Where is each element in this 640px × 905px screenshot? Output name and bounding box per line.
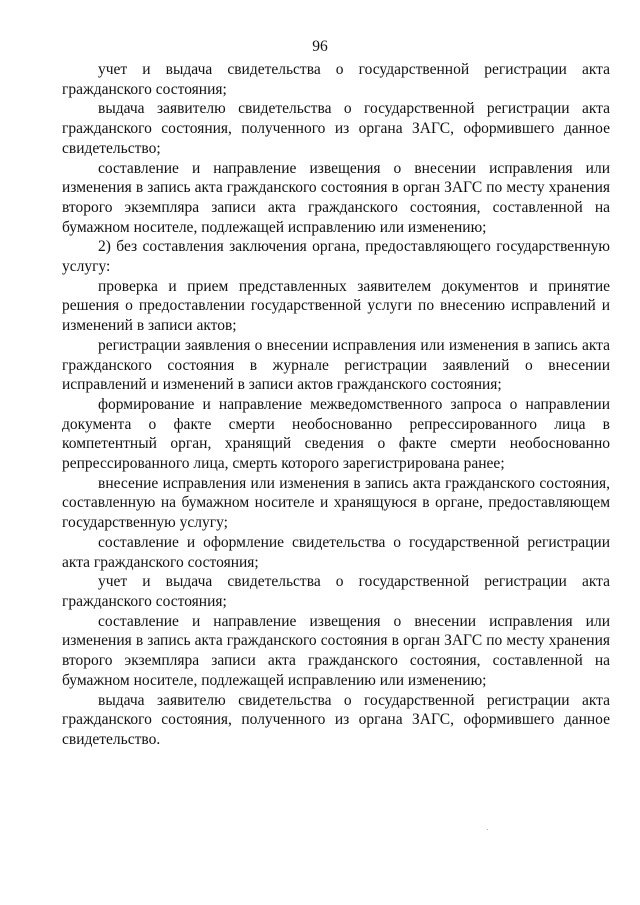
page-number: 96 (312, 38, 328, 55)
paragraph: составление и направление извещения о внесении исправления или изменения в запись акта гражданского состояния в орган ЗАГС по месту хранения второго экземпляра записи акта гражданского состояния, составленной на бумажном носителе, подлежащей исправлению или изменению; (62, 612, 610, 689)
paragraph: составление и оформление свидетельства о государственной регистрации акта гражданского состояния; (62, 533, 610, 571)
document-body (62, 60, 610, 750)
paragraph: учет и выдача свидетельства о государственной регистрации акта гражданского состояния; (62, 61, 610, 98)
paragraph: внесение исправления или изменения в запись акта гражданского состояния, составленную на бумажном носителе и хранящуюся в органе, предоставляющем государственную услугу; (62, 474, 610, 532)
paragraph: регистрации заявления о внесении исправления или изменения в запись акта гражданского состояния в журнале регистрации заявлений о внесении исправлений и изменений в записи актов гражданского состояния; (62, 336, 610, 394)
paragraph: формирование и направление межведомственного запроса о направлении документа о факте смерти необоснованно репрессированного лица в компетентный орган, хранящий сведения о факте смерти необоснованно репрессированного лица, смерть которого зарегистрирована ранее; (62, 395, 610, 473)
paragraph: проверка и прием представленных заявителем документов и принятие решения о предоставлении государственной услуги по внесению исправлений и изменений в записи актов; (62, 277, 610, 335)
paragraph: составление и направление извещения о внесении исправления или изменения в запись акта гражданского состояния в орган ЗАГС по месту хранения второго экземпляра записи акта гражданского состояния, составленной на бумажном носителе, подлежащей исправлению или изменению; (62, 159, 610, 236)
paragraph: выдача заявителю свидетельства о государственной регистрации акта гражданского состояния, полученного из органа ЗАГС, оформившего данное свидетельство. (62, 691, 610, 748)
scan-speck (487, 829, 488, 830)
paragraph: учет и выдача свидетельства о государственной регистрации акта гражданского состояния; (62, 573, 610, 610)
paragraph: 2) без составления заключения органа, предоставляющего государственную услугу: (62, 238, 610, 276)
paragraph: выдача заявителю свидетельства о государственной регистрации акта гражданского состояния, полученного из органа ЗАГС, оформившего данное свидетельство; (62, 100, 610, 157)
